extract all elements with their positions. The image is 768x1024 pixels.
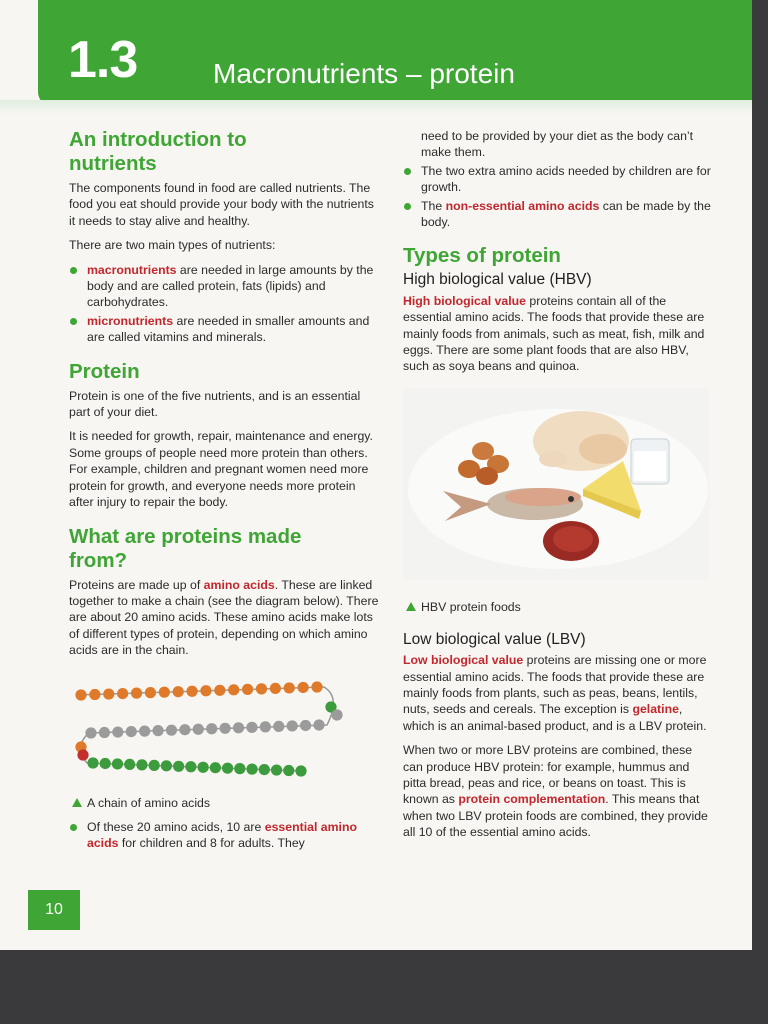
amino-acid-bead <box>77 749 88 760</box>
amino-acid-bead <box>87 757 98 768</box>
amino-acid-bead <box>283 764 294 775</box>
amino-acid-bead <box>287 720 298 731</box>
keyword-amino-acids: amino acids <box>203 577 275 592</box>
amino-acid-bead <box>220 722 231 733</box>
steak-illustration <box>543 521 599 561</box>
non-essential-text-a: The <box>421 198 446 213</box>
section-title: Macronutrients – protein <box>213 58 515 89</box>
amino-acid-chain-diagram <box>69 667 344 789</box>
amino-acid-bead <box>145 687 156 698</box>
amino-acid-bead <box>311 681 322 692</box>
paragraph-two-types: There are two main types of nutrients: <box>69 238 276 253</box>
list-item-non-essential <box>403 198 715 231</box>
amino-acid-bead <box>166 724 177 735</box>
amino-acid-bead <box>117 688 128 699</box>
section-header <box>38 0 752 106</box>
amino-acid-bead <box>179 724 190 735</box>
list-item-micronutrients <box>69 313 381 346</box>
milk-glass-illustration <box>631 439 669 484</box>
amino-acid-bead <box>99 726 110 737</box>
caption-triangle-icon <box>72 798 82 807</box>
amino-acid-bead <box>246 721 257 732</box>
heading-hbv: High biological value (HBV) <box>403 271 592 289</box>
header-band <box>0 100 752 114</box>
amino-acid-bead <box>256 683 267 694</box>
list-item-macronutrients <box>69 262 381 311</box>
non-essential-text-b: can be made by the body. <box>421 198 711 230</box>
paragraph-lbv <box>403 652 715 734</box>
amino-acid-bead <box>300 719 311 730</box>
keyword-macronutrients: macronutrients <box>87 262 177 277</box>
amino-acid-bead <box>112 726 123 737</box>
paragraph-complementation <box>403 742 715 840</box>
amino-acid-bead <box>298 681 309 692</box>
amino-acid-bead <box>126 726 137 737</box>
amino-acid-bead <box>259 764 270 775</box>
amino-acid-bead <box>198 761 209 772</box>
keyword-essential-amino-acids: essential amino acids <box>87 819 357 851</box>
amino-acid-bead <box>214 684 225 695</box>
amino-acids-text-b: . These are linked together to make a chain (see the diagram below). There are about 20 amino acids. These amino acids make lots of different types of protein, depending on which amino acids are in the chain. <box>69 577 379 658</box>
amino-acid-bead <box>131 687 142 698</box>
heading-proteins-made-from: What are proteins made from? <box>69 524 302 572</box>
amino-acid-bead <box>100 757 111 768</box>
nutrient-types-list <box>69 262 381 346</box>
lbv-text-a: proteins are missing one or more essential amino acids. The foods that provide these are mainly foods from plants, such as peas, beans, lentils, nuts, seeds and cereals. The exception is <box>403 653 707 717</box>
chain-caption-text: A chain of amino acids <box>87 795 211 810</box>
lbv-text-b: , which is an animal-based product, and is a LBV protein. <box>403 702 707 733</box>
heading-types-of-protein: Types of protein <box>403 244 561 268</box>
amino-acid-bead <box>75 689 86 700</box>
complementation-text-b: . This means that when two LBV protein foods are combined, they provide all 10 of the essential amino acids. <box>403 792 708 840</box>
list-item-extra-amino: The two extra amino acids needed by children are for growth. <box>403 163 715 196</box>
amino-acid-bead <box>270 682 281 693</box>
amino-acid-bead <box>246 763 257 774</box>
amino-acid-bead <box>136 759 147 770</box>
paragraph-continued: need to be provided by your diet as the body can’t make them. <box>421 129 694 160</box>
paragraph-intro: The components found in food are called nutrients. The food you eat should provide your body with the nutrients it needs to stay alive and healthy. <box>69 181 374 228</box>
amino-acid-bead <box>200 685 211 696</box>
heading-lbv: Low biological value (LBV) <box>403 630 586 648</box>
paragraph-amino-acids <box>69 577 381 659</box>
keyword-hbv: High biological value <box>403 293 526 308</box>
amino-acid-bead <box>89 688 100 699</box>
amino-acid-bead <box>149 759 160 770</box>
amino-acid-bead <box>242 683 253 694</box>
amino-acid-bead <box>193 723 204 734</box>
amino-acid-bead <box>271 764 282 775</box>
amino-extra-list <box>403 163 715 231</box>
essential-text-b: for children and 8 for adults. They <box>118 836 305 851</box>
macronutrients-text: are needed in large amounts by the body and are called protein, fats (lipids) and carbohydrates. <box>87 262 374 310</box>
amino-acid-bead <box>152 725 163 736</box>
amino-acid-bead <box>233 722 244 733</box>
essential-text-a: Of these 20 amino acids, 10 are <box>87 819 265 834</box>
amino-acid-bead <box>173 686 184 697</box>
heading-protein: Protein <box>69 359 140 383</box>
chicken-illustration <box>533 411 629 471</box>
amino-acid-bead <box>228 684 239 695</box>
keyword-micronutrients: micronutrients <box>87 313 174 328</box>
list-item-essential-amino <box>69 819 381 852</box>
paragraph-protein-needs: It is needed for growth, repair, maintenance and energy. Some groups of people need more protein than others. For example, children and pregnant women need more protein for growth, and everyone needs more protein after injury to repair the body. <box>69 429 373 510</box>
amino-acid-bead <box>206 723 217 734</box>
amino-acid-bead <box>284 682 295 693</box>
page-number: 10 <box>28 890 80 930</box>
amino-acid-bead <box>85 727 96 738</box>
paragraph-hbv <box>403 293 715 375</box>
amino-acid-bead <box>112 758 123 769</box>
amino-acids-text-a: Proteins are made up of <box>69 577 204 592</box>
essential-amino-list <box>69 819 381 852</box>
amino-acid-bead <box>173 760 184 771</box>
keyword-lbv: Low biological value <box>403 653 524 668</box>
amino-acid-bead <box>124 758 135 769</box>
section-number: 1.3 <box>68 31 138 89</box>
amino-acid-bead <box>210 762 221 773</box>
keyword-non-essential: non-essential amino acids <box>445 198 600 213</box>
left-column <box>69 128 381 860</box>
amino-acid-bead <box>159 686 170 697</box>
hbv-caption <box>403 599 715 615</box>
hbv-text: proteins contain all of the essential amino acids. The foods that provide these are mainly foods from animals, such as meat, fish, milk and eggs. There are some plant foods that are also HBV, such as soya beans and quinoa. <box>403 293 705 374</box>
caption-triangle-icon <box>406 602 416 611</box>
amino-acid-bead <box>273 720 284 731</box>
amino-acid-bead <box>331 709 342 720</box>
keyword-protein-complementation: protein complementation <box>458 792 606 807</box>
micronutrients-text: are needed in smaller amounts and are called vitamins and minerals. <box>87 313 370 345</box>
amino-acid-bead <box>222 762 233 773</box>
amino-acid-bead <box>186 685 197 696</box>
amino-acid-bead <box>313 719 324 730</box>
amino-acid-bead <box>139 725 150 736</box>
amino-acid-bead <box>295 765 306 776</box>
amino-acid-bead <box>185 761 196 772</box>
hbv-foods-photo <box>403 389 709 579</box>
chain-caption <box>69 795 381 811</box>
heading-intro-nutrients: An introduction to nutrients <box>69 128 247 175</box>
amino-acid-bead <box>260 721 271 732</box>
amino-acid-bead <box>103 688 114 699</box>
amino-acid-bead <box>234 763 245 774</box>
hbv-caption-text: HBV protein foods <box>421 600 521 615</box>
keyword-gelatine: gelatine <box>632 702 679 717</box>
amino-acid-bead <box>161 760 172 771</box>
complementation-text-a: When two or more LBV proteins are combined, these can produce HBV protein: for example, hummus and pitta bread, peas and rice, or beans on toast. This is known as <box>403 743 693 807</box>
paragraph-protein-intro: Protein is one of the five nutrients, and is an essential part of your diet. <box>69 388 361 420</box>
right-column <box>403 128 715 849</box>
